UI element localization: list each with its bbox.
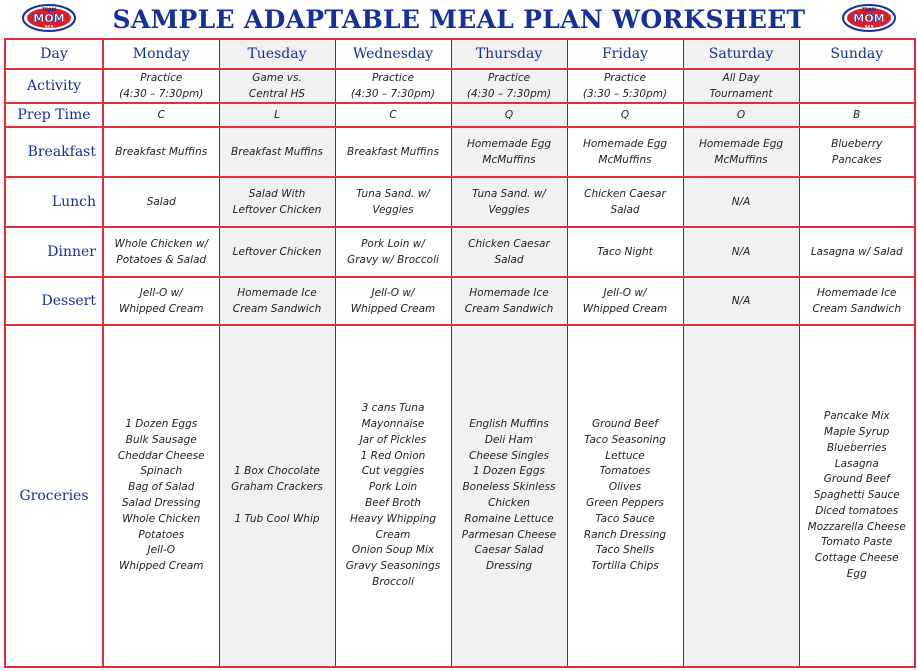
team-mom-logo-right — [842, 4, 896, 32]
cell-line: McMuffins — [598, 154, 652, 166]
team-mom-logo-left — [22, 4, 76, 32]
dessert-cell-saturday — [683, 277, 799, 325]
cell-line: Veggies — [372, 204, 414, 216]
breakfast-cell-friday — [567, 127, 683, 177]
groceries-row-label: Groceries — [5, 325, 103, 667]
cell-line: O — [736, 109, 746, 121]
cell-line: Tuna Sand. w/ — [472, 188, 546, 200]
grocery-item: Olives — [608, 481, 642, 494]
cell-line: Cream Sandwich — [464, 303, 554, 315]
cell-line: (4:30 – 7:30pm) — [466, 88, 552, 100]
lunch-cell-friday — [567, 177, 683, 227]
cell-line: Potatoes & Salad — [116, 254, 207, 266]
worksheet-header — [0, 0, 918, 38]
grocery-item: Cut veggies — [361, 465, 425, 478]
cell-line: Whipped Cream — [582, 303, 668, 315]
logo-bottom-text: 365 — [864, 25, 874, 31]
cell-line: Chicken Caesar — [468, 238, 550, 250]
activity-cell-friday — [567, 69, 683, 103]
lunch-row — [5, 177, 915, 227]
cell-line: Leftover Chicken — [232, 204, 322, 216]
grocery-item: Taco Sauce — [595, 512, 655, 525]
cell-line: Homemade Egg — [466, 138, 552, 150]
cell-line: Homemade Egg — [582, 138, 668, 150]
prep-time-cell-tuesday — [219, 103, 335, 127]
grocery-item: Romaine Lettuce — [464, 512, 554, 525]
activity-cell-monday — [103, 69, 219, 103]
cell-line: Gravy w/ Broccoli — [347, 254, 439, 266]
logo-bottom-text: 365 — [44, 25, 54, 31]
prep-time-cell-wednesday — [335, 103, 451, 127]
groceries-cell-sunday — [799, 325, 915, 667]
grocery-item: Ground Beef — [591, 418, 658, 431]
cell-line: Jell-O w/ — [603, 287, 647, 299]
groceries-cell-friday — [567, 325, 683, 667]
cell-line: Q — [620, 109, 630, 121]
cell-line: Tuna Sand. w/ — [356, 188, 430, 200]
breakfast-cell-monday — [103, 127, 219, 177]
cell-line: Practice — [140, 72, 183, 84]
cell-line: C — [157, 109, 165, 121]
grocery-item: Cheddar Cheese — [117, 449, 205, 462]
cell-line: Homemade Ice — [817, 287, 897, 299]
breakfast-cell-saturday — [683, 127, 799, 177]
breakfast-cell-sunday — [799, 127, 915, 177]
cell-line: Homemade Ice — [237, 287, 317, 299]
cell-line: Homemade Egg — [698, 138, 784, 150]
grocery-item: Bulk Sausage — [125, 433, 197, 446]
lunch-cell-saturday — [683, 177, 799, 227]
grocery-item: Egg — [846, 568, 867, 581]
dinner-cell-monday — [103, 227, 219, 277]
cell-line: Chicken Caesar — [584, 188, 666, 200]
cell-line: Practice — [371, 72, 415, 84]
dinner-cell-tuesday — [219, 227, 335, 277]
groceries-row — [5, 325, 915, 667]
day-header-friday: Friday — [567, 39, 683, 69]
prep-time-row — [5, 103, 915, 127]
grocery-item: Tortilla Chips — [591, 560, 659, 573]
grocery-item: English Muffins — [469, 418, 549, 431]
cell-line: Breakfast Muffins — [115, 146, 208, 158]
day-header-monday: Monday — [103, 39, 219, 69]
grocery-item: Cream — [375, 528, 411, 541]
dessert-cell-wednesday — [335, 277, 451, 325]
grocery-item: Taco Seasoning — [584, 433, 666, 446]
grocery-item: 1 Tub Cool Whip — [234, 512, 320, 525]
day-header-saturday: Saturday — [683, 39, 799, 69]
cell-line: Whipped Cream — [350, 303, 436, 315]
grocery-item: Chicken — [488, 497, 530, 509]
grocery-item: Whipped Cream — [118, 560, 204, 573]
breakfast-cell-tuesday — [219, 127, 335, 177]
dessert-cell-friday — [567, 277, 683, 325]
day-header-thursday: Thursday — [451, 39, 567, 69]
cell-line: Homemade Ice — [469, 287, 549, 299]
prep-time-cell-monday — [103, 103, 219, 127]
grocery-item: Pancake Mix — [823, 410, 890, 423]
cell-line: Salad — [610, 204, 640, 216]
cell-line: Cream Sandwich — [232, 303, 322, 315]
cell-line: (3:30 – 5:30pm) — [582, 88, 668, 100]
grocery-item: Jell-O — [147, 544, 175, 557]
cell-line: B — [853, 109, 861, 121]
cell-line: N/A — [731, 196, 751, 208]
cell-line: Lasagna w/ Salad — [810, 246, 903, 258]
grocery-item: Bag of Salad — [128, 481, 195, 494]
cell-line: C — [389, 109, 397, 121]
grocery-item: Parmesan Cheese — [461, 528, 557, 541]
cell-line: Practice — [487, 72, 531, 84]
grocery-item: 1 Dozen Eggs — [473, 465, 545, 478]
day-header-tuesday: Tuesday — [219, 39, 335, 69]
grocery-item: Mozzarella Cheese — [807, 520, 906, 533]
grocery-item: 3 cans Tuna — [361, 402, 425, 415]
cell-line: (4:30 – 7:30pm) — [119, 88, 204, 100]
cell-line: N/A — [731, 246, 751, 258]
cell-line: Salad — [494, 254, 524, 266]
prep-time-cell-friday — [567, 103, 683, 127]
cell-line: Cream Sandwich — [812, 303, 901, 315]
cell-line: All Day — [722, 72, 760, 84]
lunch-cell-sunday — [799, 177, 915, 227]
cell-line: Taco Night — [597, 246, 653, 258]
grocery-item: Cheese Singles — [469, 449, 549, 462]
grocery-item: 1 Box Chocolate — [234, 465, 320, 478]
logo-top-text: TEAM — [41, 8, 57, 13]
cell-line: Pancakes — [831, 154, 882, 166]
page-title: SAMPLE ADAPTABLE MEAL PLAN WORKSHEET — [112, 5, 806, 34]
prep-time-cell-thursday — [451, 103, 567, 127]
activity-cell-wednesday — [335, 69, 451, 103]
cell-line: Veggies — [488, 204, 530, 216]
grocery-item: Graham Crackers — [231, 481, 323, 494]
groceries-cell-monday — [103, 325, 219, 667]
blank-line — [220, 496, 335, 512]
grocery-item: Pork Loin — [368, 481, 418, 494]
activity-cell-thursday — [451, 69, 567, 103]
dinner-row — [5, 227, 915, 277]
grocery-item: Heavy Whipping — [349, 512, 437, 525]
grocery-item: Whole Chicken — [122, 512, 201, 525]
day-header-wednesday: Wednesday — [335, 39, 451, 69]
activity-row-label: Activity — [5, 69, 103, 103]
logo-main-text: MOM — [853, 12, 885, 25]
grocery-item: Onion Soup Mix — [351, 544, 435, 557]
dinner-row-label: Dinner — [5, 227, 103, 277]
groceries-cell-tuesday — [219, 325, 335, 667]
groceries-cell-saturday — [683, 325, 799, 667]
grocery-item: Spinach — [140, 465, 183, 478]
dessert-row — [5, 277, 915, 325]
cell-line: Pork Loin w/ — [361, 238, 425, 250]
grocery-item: 1 Red Onion — [360, 449, 426, 462]
cell-line: Salad With — [248, 188, 306, 200]
cell-line: (4:30 – 7:30pm) — [350, 88, 436, 100]
dinner-cell-thursday — [451, 227, 567, 277]
dinner-cell-friday — [567, 227, 683, 277]
grocery-item: Caesar Salad — [474, 544, 544, 557]
day-header-sunday: Sunday — [799, 39, 915, 69]
activity-cell-sunday — [799, 69, 915, 103]
grocery-item: Tomatoes — [599, 465, 651, 478]
logo-top-text: TEAM — [861, 8, 877, 13]
breakfast-row-label: Breakfast — [5, 127, 103, 177]
activity-cell-tuesday — [219, 69, 335, 103]
cell-line: Central HS — [248, 88, 306, 100]
grocery-item: Dressing — [485, 560, 533, 573]
cell-line: McMuffins — [714, 154, 768, 166]
groceries-cell-thursday — [451, 325, 567, 667]
cell-line: Jell-O w/ — [371, 287, 415, 299]
day-header-label: Day — [5, 39, 103, 69]
prep-time-cell-saturday — [683, 103, 799, 127]
prep-time-cell-sunday — [799, 103, 915, 127]
cell-line: Jell-O w/ — [139, 287, 183, 299]
cell-line: Leftover Chicken — [232, 246, 322, 258]
lunch-cell-thursday — [451, 177, 567, 227]
grocery-item: Lettuce — [605, 449, 645, 462]
cell-line: Whole Chicken w/ — [114, 238, 208, 250]
breakfast-row — [5, 127, 915, 177]
grocery-item: Jar of Pickles — [359, 433, 427, 446]
activity-row — [5, 69, 915, 103]
grocery-item: Potatoes — [138, 528, 185, 541]
cell-line: L — [274, 109, 280, 121]
breakfast-cell-thursday — [451, 127, 567, 177]
cell-line: Blueberry — [831, 138, 883, 150]
day-header-row — [5, 39, 915, 69]
grocery-item: Broccoli — [372, 575, 414, 588]
grocery-item: Blueberries — [826, 441, 887, 454]
meal-plan-table — [4, 38, 916, 668]
cell-line: Whipped Cream — [118, 303, 204, 315]
cell-line: McMuffins — [482, 154, 536, 166]
grocery-item: Gravy Seasonings — [345, 560, 441, 573]
cell-line: N/A — [731, 295, 751, 307]
grocery-item: Spaghetti Sauce — [813, 489, 900, 502]
logo-main-text: MOM — [33, 12, 65, 25]
breakfast-cell-wednesday — [335, 127, 451, 177]
grocery-item: Taco Shells — [595, 544, 655, 557]
cell-line: Tournament — [709, 88, 773, 100]
grocery-item: Maple Syrup — [824, 425, 890, 438]
grocery-item: Green Peppers — [586, 497, 664, 509]
dessert-cell-sunday — [799, 277, 915, 325]
dessert-cell-thursday — [451, 277, 567, 325]
grocery-item: Diced tomatoes — [815, 504, 899, 517]
grocery-item: Beef Broth — [365, 497, 421, 509]
cell-line: Game vs. — [252, 72, 302, 84]
lunch-cell-wednesday — [335, 177, 451, 227]
grocery-item: Deli Ham — [484, 433, 534, 446]
dessert-row-label: Dessert — [5, 277, 103, 325]
lunch-cell-monday — [103, 177, 219, 227]
grocery-item: Ground Beef — [823, 473, 890, 486]
lunch-row-label: Lunch — [5, 177, 103, 227]
grocery-item: Salad Dressing — [122, 497, 201, 509]
dinner-cell-wednesday — [335, 227, 451, 277]
grocery-item: Tomato Paste — [821, 536, 893, 549]
grocery-item: 1 Dozen Eggs — [125, 418, 198, 431]
lunch-cell-tuesday — [219, 177, 335, 227]
dessert-cell-tuesday — [219, 277, 335, 325]
grocery-item: Lasagna — [834, 457, 879, 470]
cell-line: Salad — [146, 196, 176, 208]
dessert-cell-monday — [103, 277, 219, 325]
dinner-cell-saturday — [683, 227, 799, 277]
groceries-cell-wednesday — [335, 325, 451, 667]
dinner-cell-sunday — [799, 227, 915, 277]
cell-line: Practice — [603, 72, 647, 84]
cell-line: Q — [504, 109, 514, 121]
activity-cell-saturday — [683, 69, 799, 103]
cell-line: Breakfast Muffins — [231, 146, 323, 158]
grocery-item: Boneless Skinless — [462, 481, 556, 494]
grocery-item: Ranch Dressing — [583, 528, 667, 541]
grocery-item: Mayonnaise — [361, 418, 425, 431]
cell-line: Breakfast Muffins — [347, 146, 439, 158]
grocery-item: Cottage Cheese — [814, 552, 899, 565]
prep-time-row-label: Prep Time — [5, 103, 103, 127]
